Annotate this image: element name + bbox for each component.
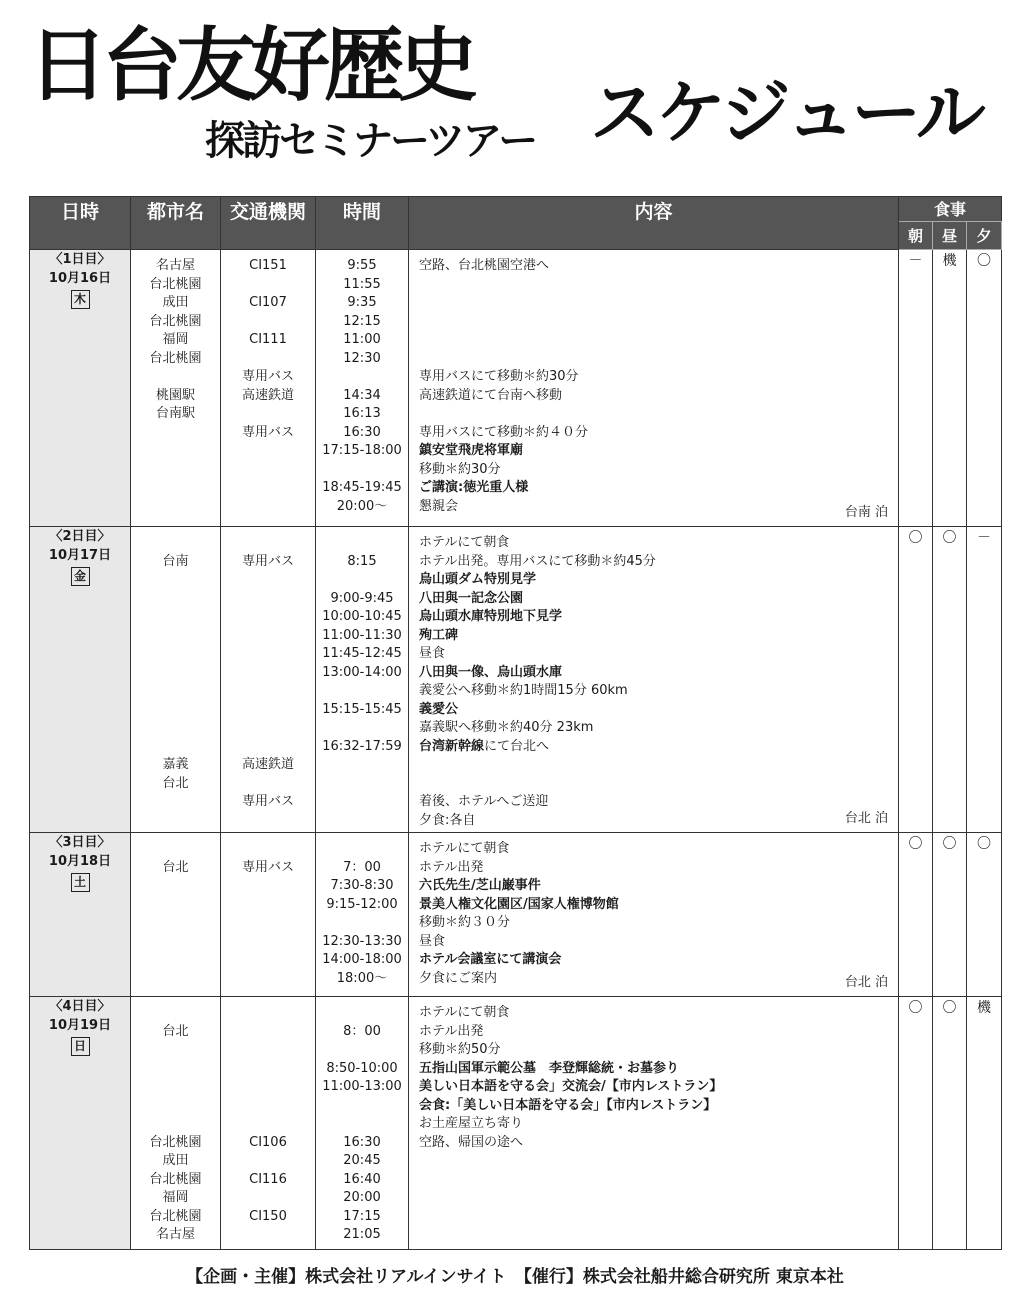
time-line: 11:45-12:45 xyxy=(322,646,402,661)
transport-line: 専用バス xyxy=(241,369,294,384)
transport-line xyxy=(221,479,315,498)
content-line: 五指山国軍示範公墓 李登輝総統・お墓参り xyxy=(419,1060,680,1076)
city-line xyxy=(131,738,220,757)
transport-line xyxy=(221,1041,315,1060)
time-line: 12:30-13:30 xyxy=(322,933,402,949)
time-line: 8:15 xyxy=(347,553,377,569)
overnight-stay: 台北 泊 xyxy=(844,810,888,826)
time-line: 11:00-11:30 xyxy=(322,627,402,643)
time-line: 11:55 xyxy=(343,276,381,292)
meal-breakfast: 〇 xyxy=(899,997,933,1250)
transport-line: 高速鉄道 xyxy=(241,757,294,772)
content-line: 専用バスにて移動＊約30分 xyxy=(419,369,579,384)
transport-line: CI151 xyxy=(249,258,287,273)
content-line xyxy=(419,405,898,424)
time-line: 16:30 xyxy=(343,1134,381,1150)
city-line xyxy=(131,877,220,896)
time-line: 11:00-13:00 xyxy=(322,1079,402,1094)
time-line xyxy=(316,1041,408,1060)
city-line: 嘉義 xyxy=(162,757,189,772)
content-line: 昼食 xyxy=(419,933,446,949)
time-line: 16:40 xyxy=(343,1171,381,1187)
content-line: ホテル出発。専用バスにて移動＊約45分 xyxy=(419,553,656,569)
city-line: 成田 xyxy=(162,295,189,310)
overnight-stay: 台北 泊 xyxy=(844,974,888,990)
transport-line xyxy=(221,896,315,915)
content-line: 会食:「美しい日本語を守る会」【市内レストラン】 xyxy=(419,1097,717,1113)
transport-line xyxy=(221,664,315,683)
transport-cell xyxy=(221,833,316,997)
content-line: 殉工碑 xyxy=(419,627,459,643)
transport-line xyxy=(221,1004,315,1023)
transport-line xyxy=(221,1023,315,1042)
day-row xyxy=(30,833,1002,997)
transport-line xyxy=(221,276,315,295)
transport-line xyxy=(221,970,315,989)
content-line xyxy=(419,1171,898,1190)
time-line: 20:00～ xyxy=(336,498,388,514)
day-label: 〈1日目〉 xyxy=(49,252,111,267)
day-of-week-badge: 木 xyxy=(71,290,90,309)
city-line xyxy=(131,424,220,443)
content-line-bold: 台湾新幹線 xyxy=(419,738,485,754)
time-line xyxy=(316,1115,408,1134)
content-line xyxy=(419,1226,898,1245)
city-line xyxy=(131,1060,220,1079)
transport-line xyxy=(221,313,315,332)
transport-line xyxy=(221,461,315,480)
time-line xyxy=(316,719,408,738)
header-time: 時間 xyxy=(316,197,409,250)
content-line: 嘉義駅へ移動＊約40分 23km xyxy=(419,720,594,735)
day-date: 10月16日 xyxy=(48,271,112,286)
city-line xyxy=(131,590,220,609)
transport-line: CI107 xyxy=(249,295,287,310)
transport-line xyxy=(221,933,315,952)
time-line xyxy=(316,914,408,933)
transport-line xyxy=(221,571,315,590)
day-cell xyxy=(30,833,131,997)
city-line: 台北桃園 xyxy=(149,350,202,366)
content-line: 高速鉄道にて台南へ移動 xyxy=(419,387,563,403)
content-line xyxy=(419,1208,898,1227)
transport-line: 高速鉄道 xyxy=(241,387,294,403)
city-line xyxy=(131,701,220,720)
transport-line xyxy=(221,775,315,794)
city-cell xyxy=(131,527,221,833)
day-cell xyxy=(30,997,131,1250)
time-line: 11:00 xyxy=(343,332,381,347)
time-line: 13:00-14:00 xyxy=(322,664,402,680)
content-line: 夕食にご案内 xyxy=(419,970,498,986)
transport-line xyxy=(221,645,315,664)
footer-organizer: 【企画・主催】株式会社リアルインサイト 【催行】株式会社船井総合研究所 東京本社 xyxy=(186,1267,844,1287)
content-line: 着後、ホテルへご送迎 xyxy=(419,794,549,809)
time-line xyxy=(316,840,408,859)
time-line xyxy=(316,775,408,794)
title-sub: 探訪セミナーツアー xyxy=(205,118,536,164)
content-line: 義愛公へ移動＊約1時間15分 60km xyxy=(419,683,628,698)
transport-line xyxy=(221,719,315,738)
header-meals: 食事 xyxy=(899,197,1002,222)
time-line: 21:05 xyxy=(343,1227,381,1242)
transport-line xyxy=(221,812,315,831)
content-line: 移動＊約３０分 xyxy=(419,915,511,930)
content-line xyxy=(419,1152,898,1171)
city-line xyxy=(131,682,220,701)
content-line: ホテルにて朝食 xyxy=(419,1005,510,1020)
content-line: 移動＊約50分 xyxy=(419,1042,501,1057)
time-line xyxy=(316,571,408,590)
content-line-rest: にて台北へ xyxy=(484,738,550,754)
transport-line: 専用バス xyxy=(241,794,294,809)
content-line: ホテルにて朝食 xyxy=(419,535,510,550)
time-line: 20:00 xyxy=(343,1190,381,1205)
transport-line xyxy=(221,951,315,970)
header-dinner: 夕 xyxy=(967,222,1002,250)
city-line xyxy=(131,608,220,627)
transport-line: CI111 xyxy=(249,332,287,347)
transport-cell xyxy=(221,250,316,527)
content-line: 六氏先生/芝山巌事件 xyxy=(419,878,541,893)
content-line: 八田與一記念公園 xyxy=(419,590,524,606)
time-line: 9:55 xyxy=(347,258,377,273)
time-line xyxy=(316,812,408,831)
content-line: 懇親会 xyxy=(419,498,459,514)
title-main: 日台友好歴史 xyxy=(28,19,472,112)
city-line xyxy=(131,664,220,683)
content-line xyxy=(419,276,898,295)
transport-line xyxy=(221,1078,315,1097)
time-line: 7:30-8:30 xyxy=(330,878,394,893)
content-line: ホテル出発 xyxy=(419,1023,484,1039)
content-line: 移動＊約30分 xyxy=(419,461,501,477)
content-line xyxy=(419,350,898,369)
time-line: 17:15 xyxy=(343,1208,381,1224)
city-line: 台北桃園 xyxy=(149,1208,202,1224)
city-line xyxy=(131,1097,220,1116)
content-line: ホテル会議室にて講演会 xyxy=(419,952,562,967)
content-line: ご講演:徳光重人様 xyxy=(419,480,529,495)
content-line: 義愛公 xyxy=(419,701,459,717)
city-line xyxy=(131,498,220,517)
city-line xyxy=(131,719,220,738)
transport-line: CI150 xyxy=(249,1208,287,1224)
time-line xyxy=(316,1004,408,1023)
content-line: ホテルにて朝食 xyxy=(419,841,510,856)
meal-breakfast: － xyxy=(899,250,933,527)
content-cell xyxy=(409,527,899,833)
city-line xyxy=(131,645,220,664)
transport-line xyxy=(221,498,315,517)
city-line xyxy=(131,479,220,498)
city-line: 成田 xyxy=(162,1153,189,1168)
city-line xyxy=(131,368,220,387)
city-line xyxy=(131,1004,220,1023)
title-right: スケジュール xyxy=(590,72,982,154)
day-date: 10月18日 xyxy=(48,854,112,869)
content-line xyxy=(419,775,898,794)
city-line xyxy=(131,1078,220,1097)
content-line: 鎮安堂飛虎将軍廟 xyxy=(419,443,524,458)
transport-line xyxy=(221,682,315,701)
city-line: 福岡 xyxy=(162,1190,189,1205)
transport-line xyxy=(221,840,315,859)
city-line xyxy=(131,534,220,553)
time-line xyxy=(316,756,408,775)
city-line xyxy=(131,1115,220,1134)
content-line xyxy=(419,313,898,332)
transport-line xyxy=(221,701,315,720)
time-line: 15:15-15:45 xyxy=(322,701,402,717)
content-line: 烏山頭水庫特別地下見学 xyxy=(419,609,563,624)
city-line xyxy=(131,951,220,970)
city-cell xyxy=(131,250,221,527)
time-line xyxy=(316,793,408,812)
meal-dinner: 〇 xyxy=(967,833,1002,997)
city-line xyxy=(131,970,220,989)
time-line xyxy=(316,368,408,387)
city-line xyxy=(131,1041,220,1060)
day-of-week-badge: 金 xyxy=(71,567,90,586)
schedule-table xyxy=(29,196,1002,1250)
city-line xyxy=(131,793,220,812)
day-label: 〈4日目〉 xyxy=(49,999,111,1014)
time-line: 12:15 xyxy=(343,313,381,329)
time-line: 7：00 xyxy=(343,859,381,875)
city-line: 名古屋 xyxy=(155,1227,195,1242)
day-cell xyxy=(30,527,131,833)
city-line: 台北 xyxy=(162,1023,189,1039)
city-line: 台北桃園 xyxy=(149,276,202,292)
city-line xyxy=(131,627,220,646)
content-line: 景美人権文化園区/国家人権博物館 xyxy=(419,896,619,912)
content-line xyxy=(419,738,898,757)
transport-line: CI106 xyxy=(249,1134,287,1150)
transport-cell xyxy=(221,527,316,833)
day-of-week-badge: 日 xyxy=(71,1037,90,1056)
day-date: 10月17日 xyxy=(48,548,112,563)
transport-line xyxy=(221,1226,315,1245)
content-line xyxy=(419,1189,898,1208)
content-line: 空路、台北桃園空港へ xyxy=(419,258,550,273)
content-cell xyxy=(409,833,899,997)
city-line xyxy=(131,442,220,461)
city-line xyxy=(131,840,220,859)
time-line: 14:34 xyxy=(343,387,381,403)
content-line: 八田與一像、烏山頭水庫 xyxy=(419,664,563,680)
transport-line xyxy=(221,1152,315,1171)
header-date: 日時 xyxy=(30,197,131,250)
content-line: 烏山頭ダム特別見学 xyxy=(419,572,537,587)
time-cell xyxy=(316,527,409,833)
city-line: 名古屋 xyxy=(155,258,195,273)
city-line: 台北桃園 xyxy=(149,1134,202,1150)
header-city: 都市名 xyxy=(131,197,221,250)
city-line xyxy=(131,914,220,933)
transport-line: 専用バス xyxy=(241,553,294,569)
transport-line xyxy=(221,1060,315,1079)
time-line: 8:50-10:00 xyxy=(326,1060,398,1076)
transport-line xyxy=(221,350,315,369)
meal-lunch: 機 xyxy=(933,250,967,527)
transport-line: 専用バス xyxy=(241,424,294,440)
transport-cell xyxy=(221,997,316,1250)
content-line xyxy=(419,756,898,775)
time-cell xyxy=(316,997,409,1250)
transport-line xyxy=(221,590,315,609)
time-line: 9:00-9:45 xyxy=(330,590,394,606)
meal-dinner: 機 xyxy=(967,997,1002,1250)
meal-breakfast: 〇 xyxy=(899,527,933,833)
day-label: 〈3日目〉 xyxy=(49,835,111,850)
transport-line xyxy=(221,442,315,461)
city-line xyxy=(131,933,220,952)
transport-line xyxy=(221,405,315,424)
schedule-body xyxy=(30,250,1002,1250)
time-line: 18:00～ xyxy=(336,970,388,986)
time-line xyxy=(316,682,408,701)
content-line: お土産屋立ち寄り xyxy=(419,1116,524,1131)
header-content: 内容 xyxy=(409,197,899,250)
content-cell xyxy=(409,250,899,527)
content-line xyxy=(419,331,898,350)
day-row xyxy=(30,527,1002,833)
city-line: 台北 xyxy=(162,859,189,875)
city-line: 桃園駅 xyxy=(155,387,195,403)
day-row xyxy=(30,250,1002,527)
content-cell xyxy=(409,997,899,1250)
city-line xyxy=(131,896,220,915)
transport-line xyxy=(221,627,315,646)
time-line: 12:30 xyxy=(343,350,381,366)
city-line: 台北桃園 xyxy=(149,1171,202,1187)
meal-breakfast: 〇 xyxy=(899,833,933,997)
meal-lunch: 〇 xyxy=(933,833,967,997)
city-line: 台南駅 xyxy=(155,406,195,421)
time-line: 9:15-12:00 xyxy=(326,896,398,912)
time-line: 16:13 xyxy=(343,406,381,421)
city-line: 台北 xyxy=(162,775,189,791)
transport-line xyxy=(221,877,315,896)
transport-line xyxy=(221,1189,315,1208)
time-line: 16:30 xyxy=(343,424,381,440)
content-line xyxy=(419,294,898,313)
day-of-week-badge: 土 xyxy=(71,873,90,892)
time-line: 9:35 xyxy=(347,295,377,310)
time-line: 17:15-18:00 xyxy=(322,443,402,458)
meal-dinner: 〇 xyxy=(967,250,1002,527)
content-line: ホテル出発 xyxy=(419,859,484,875)
city-line xyxy=(131,812,220,831)
city-line xyxy=(131,461,220,480)
transport-line: 専用バス xyxy=(241,859,294,875)
content-line: 専用バスにて移動＊約４０分 xyxy=(419,424,589,440)
transport-line xyxy=(221,1115,315,1134)
content-line: 昼食 xyxy=(419,646,446,661)
day-cell xyxy=(30,250,131,527)
time-line xyxy=(316,461,408,480)
day-date: 10月19日 xyxy=(48,1018,112,1033)
time-line xyxy=(316,534,408,553)
time-cell xyxy=(316,833,409,997)
time-line xyxy=(316,1097,408,1116)
time-line: 16:32-17:59 xyxy=(322,738,402,754)
time-line: 18:45-19:45 xyxy=(322,480,402,495)
day-row xyxy=(30,997,1002,1250)
city-line xyxy=(131,571,220,590)
time-cell xyxy=(316,250,409,527)
time-line: 20:45 xyxy=(343,1153,381,1168)
transport-line xyxy=(221,608,315,627)
header-breakfast: 朝 xyxy=(899,222,933,250)
transport-line xyxy=(221,1097,315,1116)
day-label: 〈2日目〉 xyxy=(49,529,111,544)
content-line: 夕食:各自 xyxy=(419,812,476,828)
content-line: 空路、帰国の途へ xyxy=(419,1134,524,1150)
time-line: 14:00-18:00 xyxy=(322,952,402,967)
city-line: 台南 xyxy=(162,553,189,569)
city-line: 台北桃園 xyxy=(149,313,202,329)
transport-line: CI116 xyxy=(249,1171,287,1187)
city-cell xyxy=(131,833,221,997)
header-transport: 交通機関 xyxy=(221,197,316,250)
transport-line xyxy=(221,914,315,933)
time-line: 10:00-10:45 xyxy=(322,609,402,624)
meal-lunch: 〇 xyxy=(933,997,967,1250)
city-cell xyxy=(131,997,221,1250)
time-line: 8：00 xyxy=(343,1023,381,1039)
city-line: 福岡 xyxy=(162,332,189,347)
meal-dinner: － xyxy=(967,527,1002,833)
transport-line xyxy=(221,534,315,553)
content-line: 美しい日本語を守る会」交流会/【市内レストラン】 xyxy=(419,1079,723,1094)
transport-line xyxy=(221,738,315,757)
header-lunch: 昼 xyxy=(933,222,967,250)
meal-lunch: 〇 xyxy=(933,527,967,833)
overnight-stay: 台南 泊 xyxy=(844,504,888,520)
